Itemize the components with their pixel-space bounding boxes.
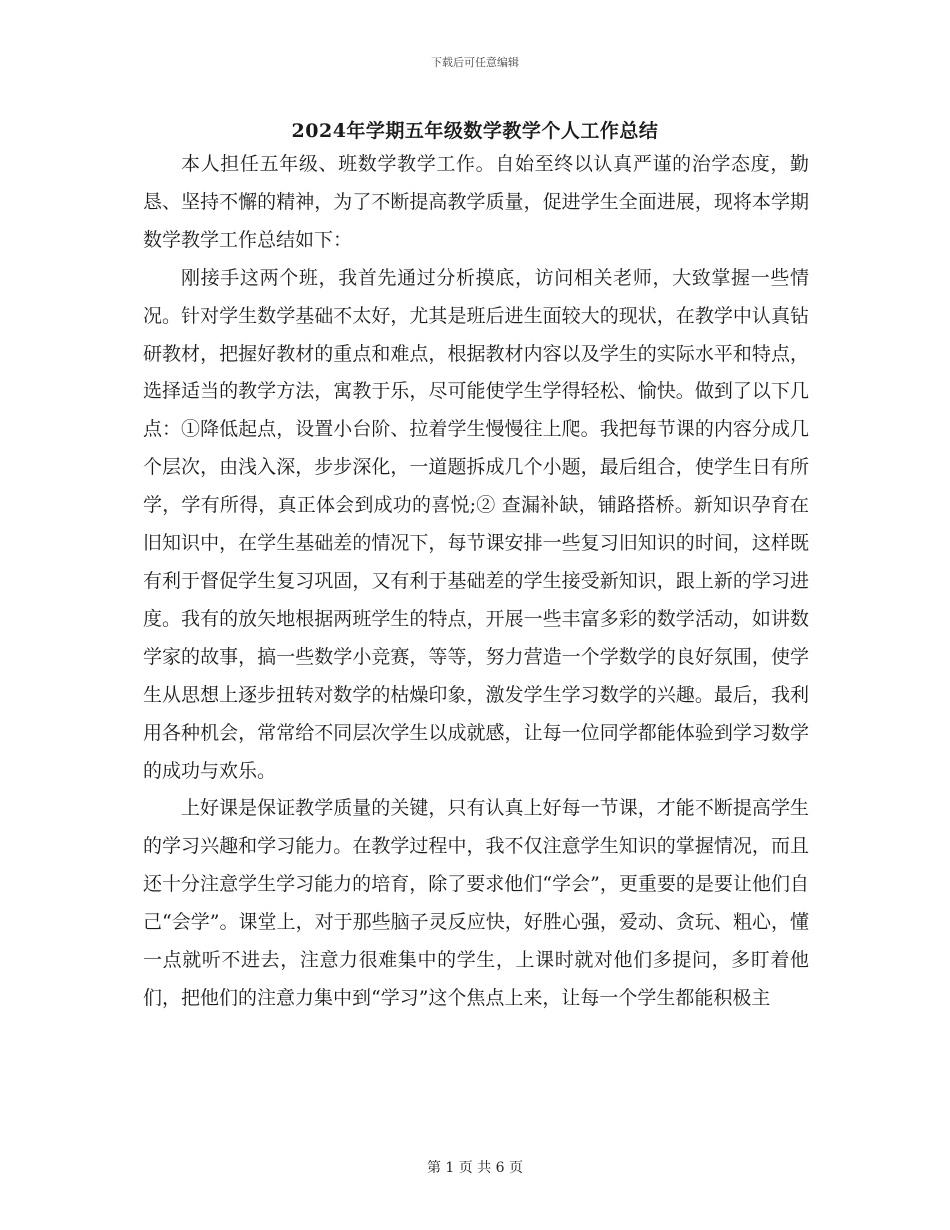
page-header: 下载后可任意编辑: [431, 56, 519, 69]
document-body: [143, 146, 809, 1018]
paragraph: 本人担任五年级、班数学教学工作。自始至终以认真严谨的治学态度，勤恳、坚持不懈的精神，为了不断提高教学质量，促进学生全面进展，现将本学期数学教学工作总结如下：: [143, 153, 809, 251]
page-footer: 第 1 页 共 6 页: [426, 1160, 524, 1176]
paragraph: 上好课是保证教学质量的关键，只有认真上好每一节课，才能不断提高学生的学习兴趣和学习能力。在教学过程中，我不仅注意学生知识的掌握情况，而且还十分注意学生学习能力的培育，除了要求他们“学会”，更重要的是要让他们自己“会学”。课堂上，对于那些脑子灵反应快，好胜心强，爱动、贪玩、粗心，懂一点就听不进去，注意力很难集中的学生，上课时就对他们多提问，多盯着他们，把他们的注意力集中到“学习”这个焦点上来，让每一个学生都能积极主: [143, 797, 809, 1009]
paragraph: 刚接手这两个班，我首先通过分析摸底，访问相关老师，大致掌握一些情况。针对学生数学基础不太好，尤其是班后进生面较大的现状，在教学中认真钻研教材，把握好教材的重点和难点，根据教材内容以及学生的实际水平和特点，选择适当的教学方法，寓教于乐，尽可能使学生学得轻松、愉快。做到了以下几点：①降低起点，设置小台阶、拉着学生慢慢往上爬。我把每节课的内容分成几个层次，由浅入深，步步深化，一道题拆成几个小题，最后组合，使学生日有所学，学有所得，真正体会到成功的喜悦;② 查漏补缺，铺路搭桥。新知识孕育在旧知识中，在学生基础差的情况下，每节课安排一些复习旧知识的时间，这样既有利于督促学生复习巩固，又有利于基础差的学生接受新知识，跟上新的学习进度。我有的放矢地根据两班学生的特点，开展一些丰富多彩的数学活动，如讲数学家的故事，搞一些数学小竞赛，等等，努力营造一个学数学的良好氛围，使学生从思想上逐步扭转对数学的枯燥印象，激发学生学习数学的兴趣。最后，我利用各种机会，常常给不同层次学生以成就感，让每一位同学都能体验到学习数学的成功与欢乐。: [143, 266, 809, 782]
document-title: 2024年学期五年级数学教学个人工作总结: [291, 120, 659, 142]
